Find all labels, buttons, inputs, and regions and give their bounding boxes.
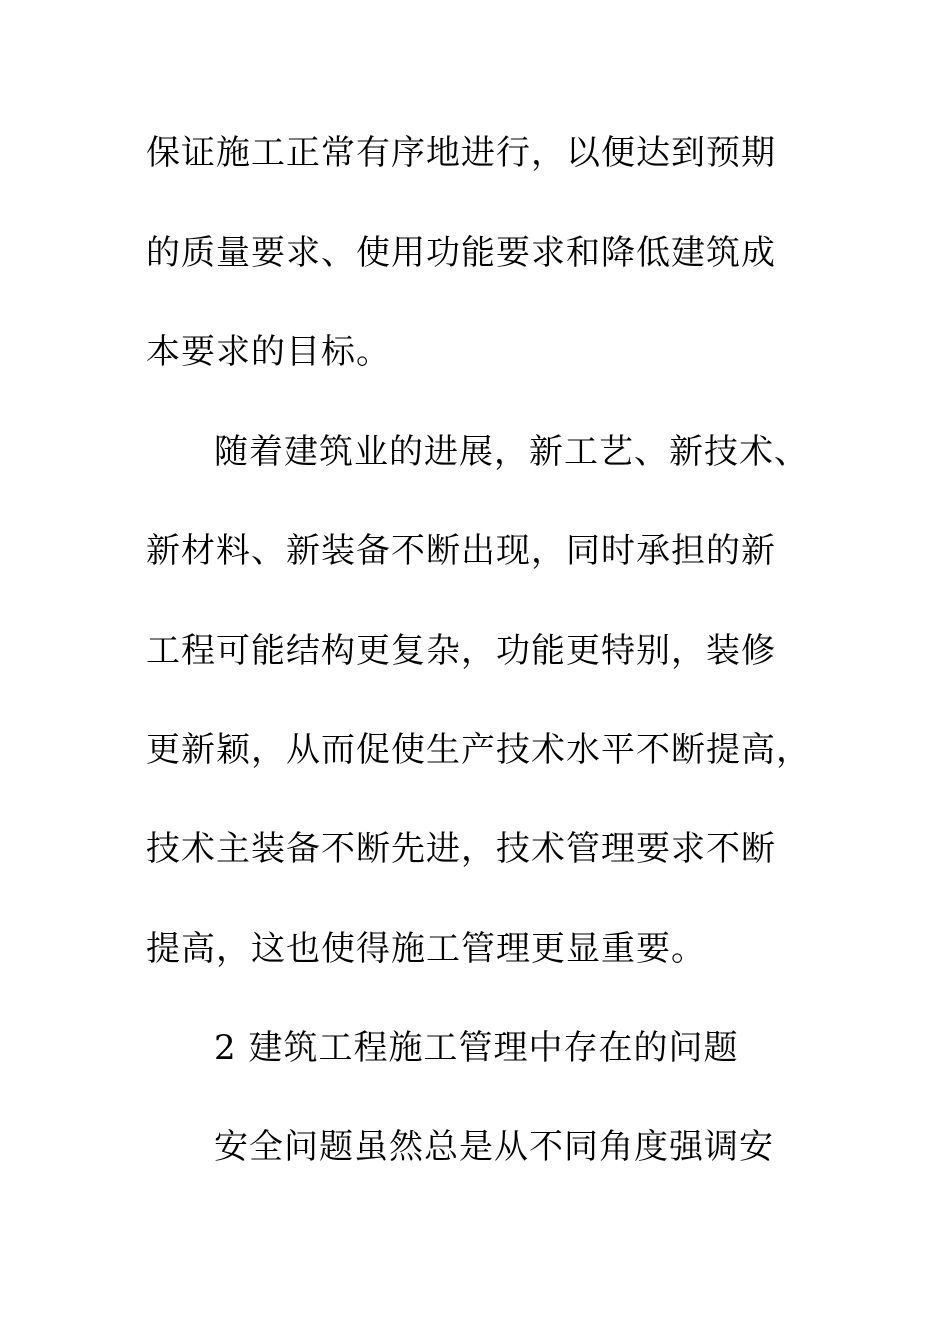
section-heading: 2 建筑工程施工管理中存在的问题 xyxy=(214,1028,739,1068)
text-line: 保证施工正常有序地进行，以便达到预期 xyxy=(146,133,776,173)
text-line: 提高，这也使得施工管理更显重要。 xyxy=(146,929,706,969)
text-line: 新材料、新装备不断出现，同时承担的新 xyxy=(146,531,776,571)
text-line: 本要求的目标。 xyxy=(146,332,391,372)
text-line: 安全问题虽然总是从不同角度强调安 xyxy=(214,1127,774,1167)
text-line: 工程可能结构更复杂，功能更特别，装修 xyxy=(146,631,776,671)
text-line: 随着建筑业的进展，新工艺、新技术、 xyxy=(214,432,809,472)
text-line: 更新颖，从而促使生产技术水平不断提高， xyxy=(146,730,811,770)
text-line: 的质量要求、使用功能要求和降低建筑成 xyxy=(146,233,776,273)
text-line: 技术主装备不断先进，技术管理要求不断 xyxy=(146,829,776,869)
